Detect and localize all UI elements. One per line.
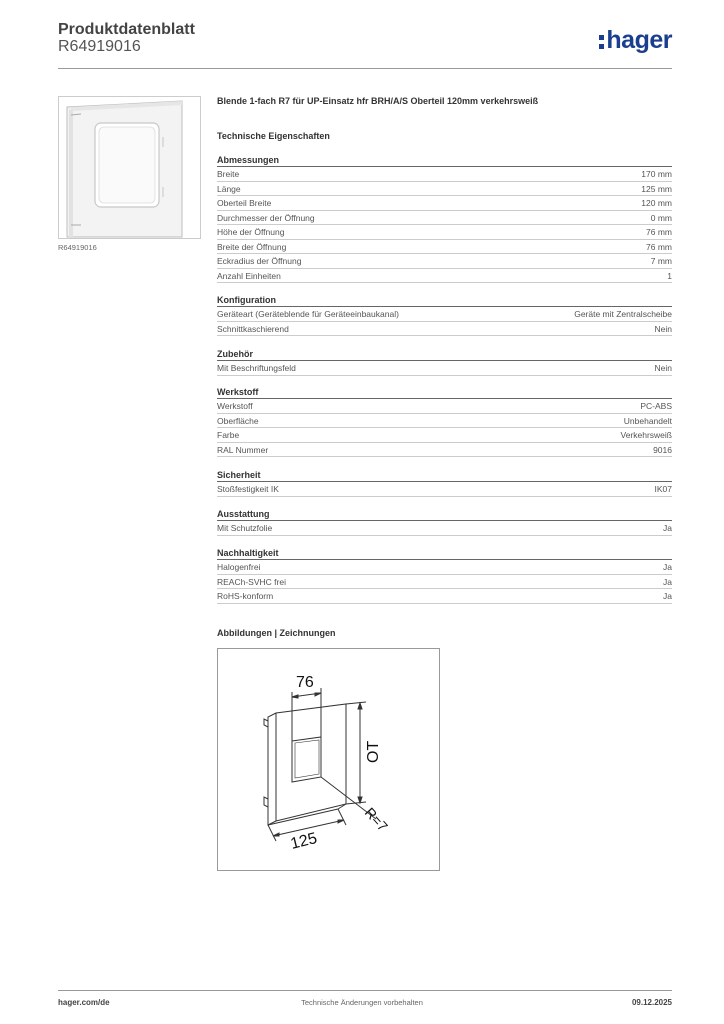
group-title: Ausstattung (217, 508, 672, 521)
table-row (217, 254, 672, 269)
dim-radius-label: R=7 (361, 804, 392, 835)
row-value: IK07 (654, 484, 672, 494)
table-row (217, 428, 672, 443)
row-label: Durchmesser der Öffnung (217, 212, 315, 223)
footer-disclaimer: Technische Änderungen vorbehalten (301, 998, 423, 1007)
table-row (217, 560, 672, 575)
row-value: Ja (663, 591, 672, 601)
table-row (217, 196, 672, 211)
row-value: 170 mm (641, 169, 672, 179)
row-value: 7 mm (650, 256, 672, 266)
group-title: Nachhaltigkeit (217, 547, 672, 560)
row-value: PC-ABS (640, 401, 672, 411)
table-row (217, 211, 672, 226)
row-label: RAL Nummer (217, 444, 269, 455)
row-value: Verkehrsweiß (620, 430, 672, 440)
table-row (217, 589, 672, 604)
group-ausstattung (217, 508, 672, 536)
row-label: Halogenfrei (217, 562, 261, 572)
row-label: Eckradius der Öffnung (217, 256, 302, 266)
row-value: Ja (663, 576, 672, 587)
table-row (217, 307, 672, 322)
cover-plate-icon (59, 97, 200, 238)
group-zubehoer (217, 348, 672, 376)
table-row (217, 414, 672, 429)
row-label: Werkstoff (217, 401, 253, 411)
group-title: Zubehör (217, 348, 672, 361)
table-row (217, 182, 672, 197)
group-title: Konfiguration (217, 294, 672, 307)
group-konfiguration (217, 294, 672, 336)
footer-date: 09.12.2025 (631, 998, 672, 1007)
row-label: Oberfläche (217, 415, 259, 426)
product-image (58, 96, 201, 239)
footer-website-link[interactable]: hager.com/de (58, 998, 110, 1007)
row-label: Oberteil Breite (217, 198, 272, 208)
row-label: RoHS-konform (217, 591, 274, 601)
row-value: Geräte mit Zentralscheibe (574, 309, 672, 319)
row-label: Höhe der Öffnung (217, 227, 285, 237)
row-value: Ja (663, 562, 672, 572)
row-label: Farbe (217, 430, 240, 440)
image-caption: R64919016 (58, 243, 97, 252)
row-value: Nein (654, 323, 672, 334)
row-value: 1 (667, 270, 672, 281)
dimension-drawing-icon (218, 649, 439, 870)
row-value: 76 mm (646, 241, 672, 252)
section-title: Technische Eigenschaften (217, 131, 330, 141)
row-label: Anzahl Einheiten (217, 270, 281, 281)
table-row (217, 399, 672, 414)
logo-text: hager (606, 26, 672, 54)
table-row (217, 361, 672, 376)
row-value: 0 mm (650, 212, 672, 223)
row-value: 120 mm (641, 198, 672, 208)
drawing-title: Abbildungen | Zeichnungen (217, 628, 336, 638)
group-title: Abmessungen (217, 154, 672, 167)
table-row (217, 482, 672, 497)
dim-top-label: 76 (296, 674, 314, 691)
table-row (217, 225, 672, 240)
row-value: 76 mm (646, 227, 672, 237)
table-row (217, 521, 672, 536)
group-werkstoff (217, 386, 672, 457)
row-label: Breite (217, 169, 240, 179)
row-label: Breite der Öffnung (217, 241, 287, 252)
logo-mark-icon (599, 35, 604, 49)
row-value: Nein (654, 363, 672, 373)
group-title: Sicherheit (217, 469, 672, 482)
group-title: Werkstoff (217, 386, 672, 399)
row-value: 125 mm (641, 183, 672, 194)
page-title: Produktdatenblatt (58, 21, 195, 38)
group-sicherheit (217, 469, 672, 497)
table-row (217, 269, 672, 284)
table-row (217, 443, 672, 458)
product-title: Blende 1-fach R7 für UP-Einsatz hfr BRH/A/S Oberteil 120mm verkehrsweiß (217, 96, 539, 106)
dim-bottom-label: 125 (288, 829, 319, 853)
table-row (217, 167, 672, 182)
dim-side-label: OT (365, 740, 382, 763)
row-label: Geräteart (Geräteblende für Geräteeinbaukanal) (217, 309, 399, 319)
header-divider (58, 68, 672, 69)
footer-divider (58, 990, 672, 991)
row-label: Länge (217, 183, 241, 194)
row-label: Stoßfestigkeit IK (217, 484, 279, 494)
table-row (217, 240, 672, 255)
row-label: REACh-SVHC frei (217, 576, 286, 587)
group-nachhaltigkeit (217, 547, 672, 604)
technical-drawing (217, 648, 440, 871)
row-value: Ja (663, 523, 672, 533)
row-value: 9016 (653, 444, 672, 455)
row-label: Mit Beschriftungsfeld (217, 363, 296, 373)
hager-logo[interactable] (599, 26, 672, 55)
row-value: Unbehandelt (623, 415, 672, 426)
row-label: Mit Schutzfolie (217, 523, 273, 533)
row-label: Schnittkaschierend (217, 323, 289, 334)
group-abmessungen (217, 154, 672, 283)
table-row (217, 575, 672, 590)
product-code: R64919016 (58, 38, 141, 55)
table-row (217, 322, 672, 337)
